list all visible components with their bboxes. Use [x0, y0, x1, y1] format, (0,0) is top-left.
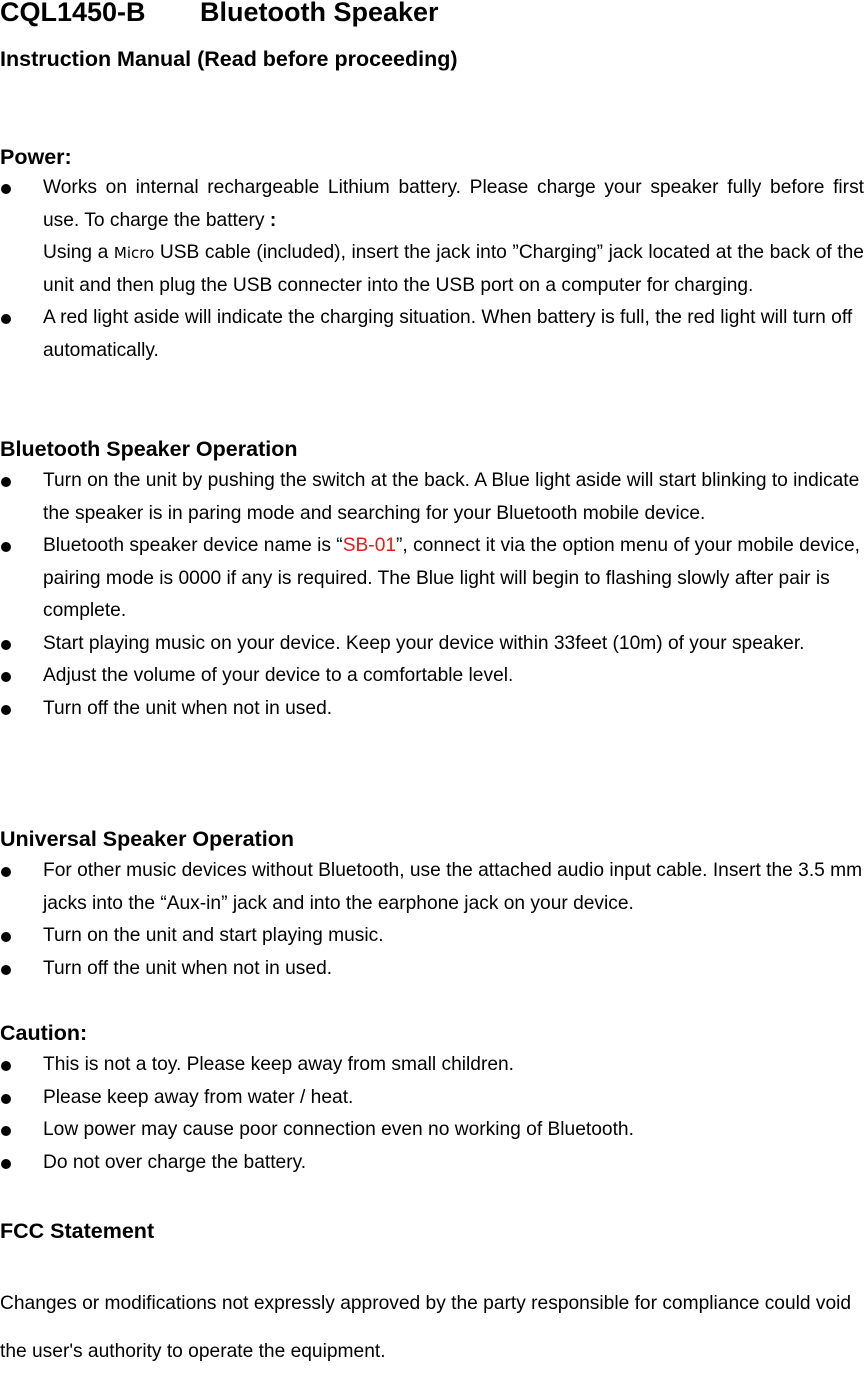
bullet-icon [1, 640, 11, 650]
fcc-statement: Changes or modifications not expressly approved by the party responsible for compliance could void the user's authority to operate the equipment. [0, 1293, 852, 1362]
bullet-icon [1, 965, 11, 975]
list-item: Turn on the unit and start playing music. [0, 920, 864, 953]
list-item: A red light aside will indicate the charging situation. When battery is full, the red light will turn off automatically. [0, 302, 864, 367]
bullet-icon [1, 1126, 11, 1136]
bluetooth-list [0, 465, 864, 725]
product-name: Bluetooth Speaker [200, 0, 439, 27]
bullet-icon [1, 477, 11, 487]
list-item: Turn off the unit when not in used. [0, 693, 864, 726]
model-number: CQL1450-B [0, 0, 146, 27]
list-item: Bluetooth speaker device name is “SB-01”, connect it via the option menu of your mobile device, pairing mode is 0000 if any is required. The Blue light will begin to flashing slowly after pair is complete. [0, 530, 864, 628]
fcc-heading: FCC Statement [0, 1219, 155, 1243]
list-item: Low power may cause poor connection even no working of Bluetooth. [0, 1114, 864, 1147]
list-item: This is not a toy. Please keep away from small children. [0, 1049, 864, 1082]
list-item: Works on internal rechargeable Lithium battery. Please charge your speaker fully before first use. To charge the battery : Using a Micro USB cable (included), insert the jack into ”Charging” jack located at the back of the unit and then plug the USB connecter into the USB port on a computer for charging. [0, 172, 864, 302]
bullet-icon [1, 184, 11, 194]
manual-subtitle: Instruction Manual (Read before proceeding) [0, 47, 458, 71]
power-heading: Power: [0, 145, 72, 169]
bullet-icon [1, 867, 11, 877]
list-item: Start playing music on your device. Keep your device within 33feet (10m) of your speaker. [0, 628, 864, 661]
bluetooth-heading: Bluetooth Speaker Operation [0, 437, 298, 461]
bullet-icon [1, 1094, 11, 1104]
document-title [0, 0, 439, 28]
caution-heading: Caution: [0, 1021, 88, 1045]
bullet-icon [1, 705, 11, 715]
universal-heading: Universal Speaker Operation [0, 827, 294, 851]
list-item: For other music devices without Bluetooth, use the attached audio input cable. Insert the 3.5 mm jacks into the “Aux-in” jack and into the earphone jack on your device. [0, 855, 864, 920]
device-name: SB-01 [342, 535, 397, 556]
list-item: Turn off the unit when not in used. [0, 953, 864, 986]
bullet-icon [1, 314, 11, 324]
caution-list [0, 1049, 864, 1179]
list-item: Turn on the unit by pushing the switch at the back. A Blue light aside will start blinking to indicate the speaker is in paring mode and searching for your Bluetooth mobile device. [0, 465, 864, 530]
list-item: Adjust the volume of your device to a comfortable level. [0, 660, 864, 693]
list-item: Please keep away from water / heat. [0, 1082, 864, 1115]
bullet-icon [1, 672, 11, 682]
bullet-icon [1, 1159, 11, 1169]
list-item: Do not over charge the battery. [0, 1147, 864, 1180]
power-list [0, 172, 864, 367]
universal-list [0, 855, 864, 985]
bullet-icon [1, 1061, 11, 1071]
bullet-icon [1, 542, 11, 552]
bullet-icon [1, 932, 11, 942]
